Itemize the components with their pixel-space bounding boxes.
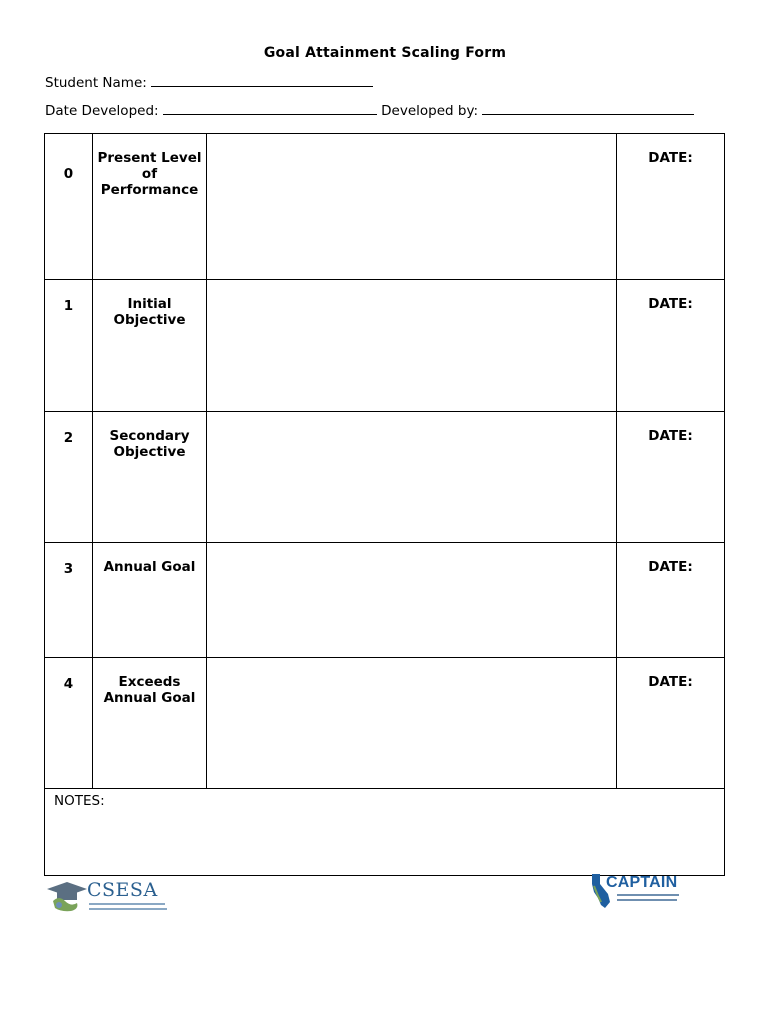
goal-attainment-table (44, 133, 725, 876)
notes-cell[interactable] (45, 789, 725, 876)
student-name-label: Student Name: (45, 75, 147, 91)
date-cell[interactable]: DATE: (617, 134, 725, 280)
goal-text-cell[interactable] (207, 280, 617, 412)
graduation-cap-icon (45, 879, 89, 913)
date-developed-line (45, 102, 694, 119)
goal-text-cell[interactable] (207, 543, 617, 658)
level-cell: 1 (45, 280, 93, 412)
logo-tagline (89, 903, 165, 905)
date-cell[interactable]: DATE: (617, 280, 725, 412)
student-name-line (45, 74, 373, 91)
date-cell[interactable]: DATE: (617, 658, 725, 789)
description-cell: Secondary Objective (93, 412, 207, 543)
table-row (45, 280, 725, 412)
captain-logo-text: CAPTAIN (606, 874, 678, 891)
notes-row (45, 789, 725, 876)
table-row (45, 412, 725, 543)
date-cell[interactable]: DATE: (617, 412, 725, 543)
notes-label: NOTES: (54, 793, 105, 809)
logo-tagline (617, 899, 677, 901)
student-name-field[interactable] (151, 74, 373, 87)
description-cell: Initial Objective (93, 280, 207, 412)
level-cell: 2 (45, 412, 93, 543)
level-cell: 0 (45, 134, 93, 280)
goal-text-cell[interactable] (207, 412, 617, 543)
captain-logo (589, 872, 685, 910)
date-cell[interactable]: DATE: (617, 543, 725, 658)
logo-tagline (617, 894, 679, 896)
date-developed-field[interactable] (163, 102, 377, 115)
description-cell: Present Level of Performance (93, 134, 207, 280)
description-cell: Annual Goal (93, 543, 207, 658)
logo-tagline (89, 908, 167, 910)
date-developed-label: Date Developed: (45, 103, 159, 119)
level-cell: 4 (45, 658, 93, 789)
goal-text-cell[interactable] (207, 658, 617, 789)
table-row (45, 658, 725, 789)
goal-text-cell[interactable] (207, 134, 617, 280)
description-cell: Exceeds Annual Goal (93, 658, 207, 789)
csesa-logo-text: CSESA (87, 879, 158, 901)
csesa-logo (45, 879, 167, 913)
table-row (45, 134, 725, 280)
developed-by-field[interactable] (482, 102, 694, 115)
form-title: Goal Attainment Scaling Form (263, 45, 507, 61)
table-row (45, 543, 725, 658)
level-cell: 3 (45, 543, 93, 658)
developed-by-label: Developed by: (381, 103, 479, 119)
